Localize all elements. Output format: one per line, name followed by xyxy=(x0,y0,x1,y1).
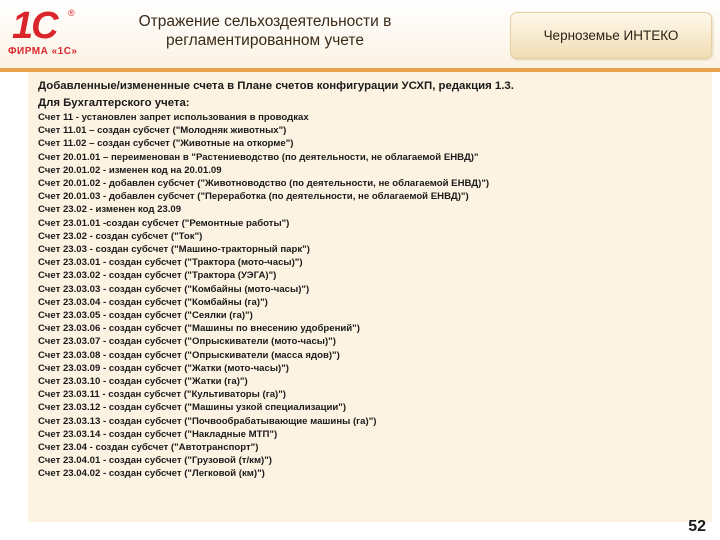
account-change-item: Счет 23.03.10 - создан субсчет ("Жатки (га)") xyxy=(38,376,248,388)
account-change-item: Счет 23.03.02 - создан субсчет ("Трактора (УЭГА)") xyxy=(38,270,277,282)
account-change-item: Счет 23.02 - изменен код 23.09 xyxy=(38,204,182,216)
account-change-item: Счет 23.04.01 - создан субсчет ("Грузовой (т/км)") xyxy=(38,455,272,467)
content-panel xyxy=(28,72,712,522)
logo-mark: 1С xyxy=(12,5,57,47)
account-change-item: Счет 23.03.04 - создан субсчет ("Комбайны (га)") xyxy=(38,296,268,308)
company-name: Черноземье ИНТЕКО xyxy=(543,28,679,43)
account-change-item: Счет 23.04.02 - создан субсчет ("Легковой (км)") xyxy=(38,468,265,480)
account-change-item: Счет 20.01.02 - добавлен субсчет ("Животноводство (по деятельности, не облагаемой ЕНВД)") xyxy=(38,178,490,190)
account-change-item: Счет 23.03.08 - создан субсчет ("Опрыскиватели (масса ядов)") xyxy=(38,349,340,361)
account-change-item: Счет 23.03.07 - создан субсчет ("Опрыскиватели (мото-часы)") xyxy=(38,336,336,348)
account-change-item: Счет 11 - установлен запрет использования в проводках xyxy=(38,112,309,123)
page-number: 52 xyxy=(688,518,706,535)
intro-line-2: Для Бухгалтерского учета: xyxy=(38,97,190,109)
intro-text xyxy=(38,78,708,112)
account-change-item: Счет 20.01.03 - добавлен субсчет ("Переработка (по деятельности, не облагаемой ЕНВД)") xyxy=(38,191,469,203)
slide-header xyxy=(0,0,720,68)
account-change-item: Счет 23.03.14 - создан субсчет ("Накладные МТП") xyxy=(38,428,278,440)
account-change-item: Счет 23.01.01 -создан субсчет ("Ремонтные работы") xyxy=(38,217,290,229)
account-change-item: Счет 23.03.13 - создан субсчет ("Почвообрабатывающие машины (га)") xyxy=(38,415,377,427)
slide-title xyxy=(100,12,430,50)
account-change-item: Счет 23.04 - создан субсчет ("Автотранспорт") xyxy=(38,442,259,454)
account-change-item: Счет 20.01.02 - изменен код на 20.01.09 xyxy=(38,164,222,176)
account-change-item: Счет 23.02 - создан субсчет ("Ток") xyxy=(38,230,203,242)
account-change-item: Счет 23.03 - создан субсчет ("Машино-тракторный парк") xyxy=(38,244,310,256)
account-change-item: Счет 11.02 – создан субсчет ("Животные на откорме") xyxy=(38,138,294,150)
account-change-item: Счет 23.03.12 - создан субсчет ("Машины узкой специализации") xyxy=(38,402,347,414)
account-change-item: Счет 23.03.09 - создан субсчет ("Жатки (мото-часы)") xyxy=(38,362,289,374)
account-change-item: Счет 23.03.03 - создан субсчет ("Комбайны (мото-часы)") xyxy=(38,283,310,295)
account-change-item: Счет 20.01.01 – переименован в "Растениеводство (по деятельности, не облагаемой ЕНВД)" xyxy=(38,151,479,163)
1c-logo xyxy=(8,6,94,62)
company-badge xyxy=(510,12,712,59)
account-change-item: Счет 23.03.05 - создан субсчет ("Сеялки (га)") xyxy=(38,310,253,322)
intro-line-1: Добавленные/измененные счета в Плане счетов конфигурации УСХП, редакция 1.3. xyxy=(38,80,514,92)
slide-title-line-1: Отражение сельхоздеятельности в xyxy=(138,13,392,30)
account-change-item: Счет 23.03.01 - создан субсчет ("Трактора (мото-часы)") xyxy=(38,257,303,269)
slide-title-line-2: регламентированном учете xyxy=(166,32,364,49)
account-change-list xyxy=(38,111,708,481)
account-change-item: Счет 23.03.11 - создан субсчет ("Культиваторы (га)") xyxy=(38,389,286,401)
account-change-item: Счет 23.03.06 - создан субсчет ("Машины по внесению удобрений") xyxy=(38,323,360,335)
registered-mark: ® xyxy=(68,8,75,18)
logo-caption: ФИРМА «1С» xyxy=(8,46,78,57)
account-change-item: Счет 11.01 – создан субсчет ("Молодняк животных") xyxy=(38,125,287,137)
